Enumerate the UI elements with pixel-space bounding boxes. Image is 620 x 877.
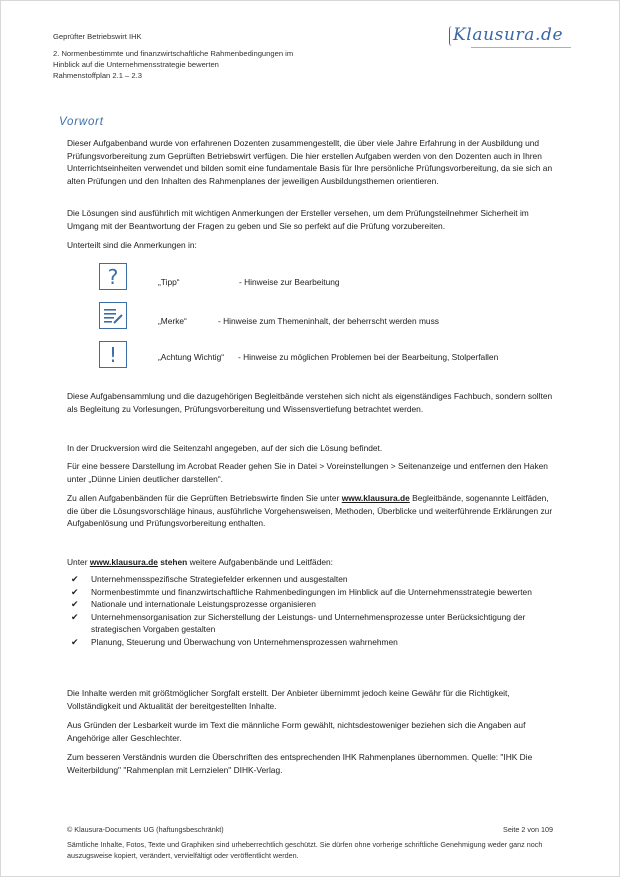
paragraph-source: Zum besseren Verständnis wurden die Überschriften des entsprechenden IHK Rahmenplanes übernommen. Quelle: "IHK Die Weiterbildung" "Rahmenplan mit Lernzielen" DIHK-Verlag. <box>67 752 533 775</box>
logo-hook <box>449 26 454 46</box>
list-item: ✔ Normenbestimmte und finanzwirtschaftliche Rahmenbedingungen im Hinblick auf die Unternehmensstrategie bewerten <box>71 586 532 597</box>
note-desc-merke: - Hinweise zum Themeninhalt, der beherrscht werden muss <box>218 316 439 326</box>
checkmark-icon: ✔ <box>71 599 79 609</box>
footer-page-number: Seite 2 von 109 <box>503 825 553 834</box>
header-topic-line2: Hinblick auf die Unternehmensstrategie bewerten <box>53 60 219 69</box>
intro-paragraph-3: Unterteilt sind die Anmerkungen in: <box>67 240 197 250</box>
exclamation-icon: ! <box>99 341 127 368</box>
klausura-link-2[interactable]: www.klausura.de <box>89 557 158 567</box>
note-desc-achtung: - Hinweise zu möglichen Problemen bei der Bearbeitung, Stolperfallen <box>238 352 499 362</box>
klausura-logo <box>453 25 563 45</box>
checkmark-icon: ✔ <box>71 574 79 584</box>
note-label-merke: „Merke“ <box>158 316 187 326</box>
list-item: ✔ Unternehmensorganisation zur Sicherstellung der Leistungs- und Unternehmensprozesse unter Berücksichtigung der strategischen Vorgaben gestalten <box>71 611 526 634</box>
notepad-icon <box>99 302 127 329</box>
header-topic-line1: 2. Normenbestimmte und finanzwirtschaftliche Rahmenbedingungen im <box>53 49 294 58</box>
list-item: ✔ Nationale und internationale Leistungsprozesse organisieren <box>71 599 316 609</box>
note-label-tipp: „Tipp“ <box>158 277 180 287</box>
checkmark-icon: ✔ <box>71 586 79 597</box>
list-item: ✔ Unternehmensspezifische Strategiefelder erkennen und ausgestalten <box>71 574 348 584</box>
checkmark-icon: ✔ <box>71 636 79 647</box>
logo-underline <box>471 47 571 48</box>
logo-text: Klausura.de <box>453 25 564 45</box>
header-topic-line3: Rahmenstoffplan 2.1 – 2.3 <box>53 71 142 80</box>
header-course: Geprüfter Betriebswirt IHK <box>53 32 142 41</box>
footer-legal: Sämtliche Inhalte, Fotos, Texte und Graphiken sind urheberrechtlich geschützt. Sie dürfen ohne vorherige schriftliche Genehmigung weder ganz noch auszugsweise kopiert, verändert, vervielfältigt oder veröffentlicht werden. <box>67 840 543 860</box>
paragraph-print-version: In der Druckversion wird die Seitenzahl angegeben, auf der sich die Lösung befindet. <box>67 443 383 453</box>
footer-copyright: © Klausura-Documents UG (haftungsbeschränkt) <box>67 825 224 834</box>
question-icon: ? <box>99 263 127 290</box>
paragraph-scope: Diese Aufgabensammlung und die dazugehörigen Begleitbände verstehen sich nicht als eigenständiges Fachbuch, sondern sollten als Begleitung zu Vorlesungen, Prüfungsvorbereitung und Wissensvertiefung betrachtet werden. <box>67 391 553 414</box>
intro-paragraph-1: Dieser Aufgabenband wurde von erfahrenen Dozenten zusammengestellt, die über viele Jahre Erfahrung in der Ausbildung und Prüfungsvorbereitung zum Geprüften Betriebswirt verfügen. Die hier erstellen Aufgaben werden von den Dozenten auch in Ihren Unterrichtseinheiten verwendet und bilden somit eine fundamentale Basis für Ihre persönliche Prüfungsvorbereitung, da sie sich an alten Prüfungen und den Inhalten des Rahmenplanes der jeweiligen Ausbildungsthemen orientieren. <box>67 138 553 186</box>
paragraph-companions: Zu allen Aufgabenbänden für die Geprüften Betriebswirte finden Sie unter www.klausura.de Begleitbände, sogenannte Leitfäden, die über die Lösungsvorschläge hinaus, ausführliche Vorgehensweisen, Methoden, Überblicke und weiterführende Erklärungen zur Aufgabenlösung und Prüfungsvorbereitung enthalten. <box>67 493 553 528</box>
paragraph-gender: Aus Gründen der Lesbarkeit wurde im Text die männliche Form gewählt, nichtsdestoweniger beziehen sich die Angaben auf Angehörige aller Geschlechter. <box>67 720 526 743</box>
header-topic <box>53 48 293 81</box>
intro-paragraph-2: Die Lösungen sind ausführlich mit wichtigen Anmerkungen der Ersteller versehen, um dem Prüfungsteilnehmer Sicherheit im Umgang mit der Beantwortung der Fragen zu geben und Sie so perfekt auf die Prüfung vorzubereiten. <box>67 208 529 231</box>
list-item: ✔ Planung, Steuerung und Überwachung von Unternehmensprozessen wahrnehmen <box>71 636 398 647</box>
notepad-glyph <box>102 306 124 326</box>
section-title: Vorwort <box>59 116 104 128</box>
paragraph-more-volumes: Unter www.klausura.de stehen weitere Aufgabenbände und Leitfäden: <box>67 557 334 567</box>
checkmark-icon: ✔ <box>71 611 79 622</box>
note-desc-tipp: - Hinweise zur Bearbeitung <box>239 277 340 287</box>
klausura-link[interactable]: www.klausura.de <box>341 493 410 503</box>
paragraph-acrobat: Für eine bessere Darstellung im Acrobat Reader gehen Sie in Datei > Voreinstellungen > Seitenanzeige und entfernen den Haken unter „Dünne Linien deutlicher darstellen“. <box>67 461 548 484</box>
note-label-achtung: „Achtung Wichtig“ <box>158 352 225 362</box>
volume-list <box>67 573 559 648</box>
paragraph-disclaimer: Die Inhalte werden mit größtmöglicher Sorgfalt erstellt. Der Anbieter übernimmt jedoch keine Gewähr für die Richtigkeit, Vollständigkeit und Aktualität der bereitgestellten Inhalte. <box>67 688 510 711</box>
